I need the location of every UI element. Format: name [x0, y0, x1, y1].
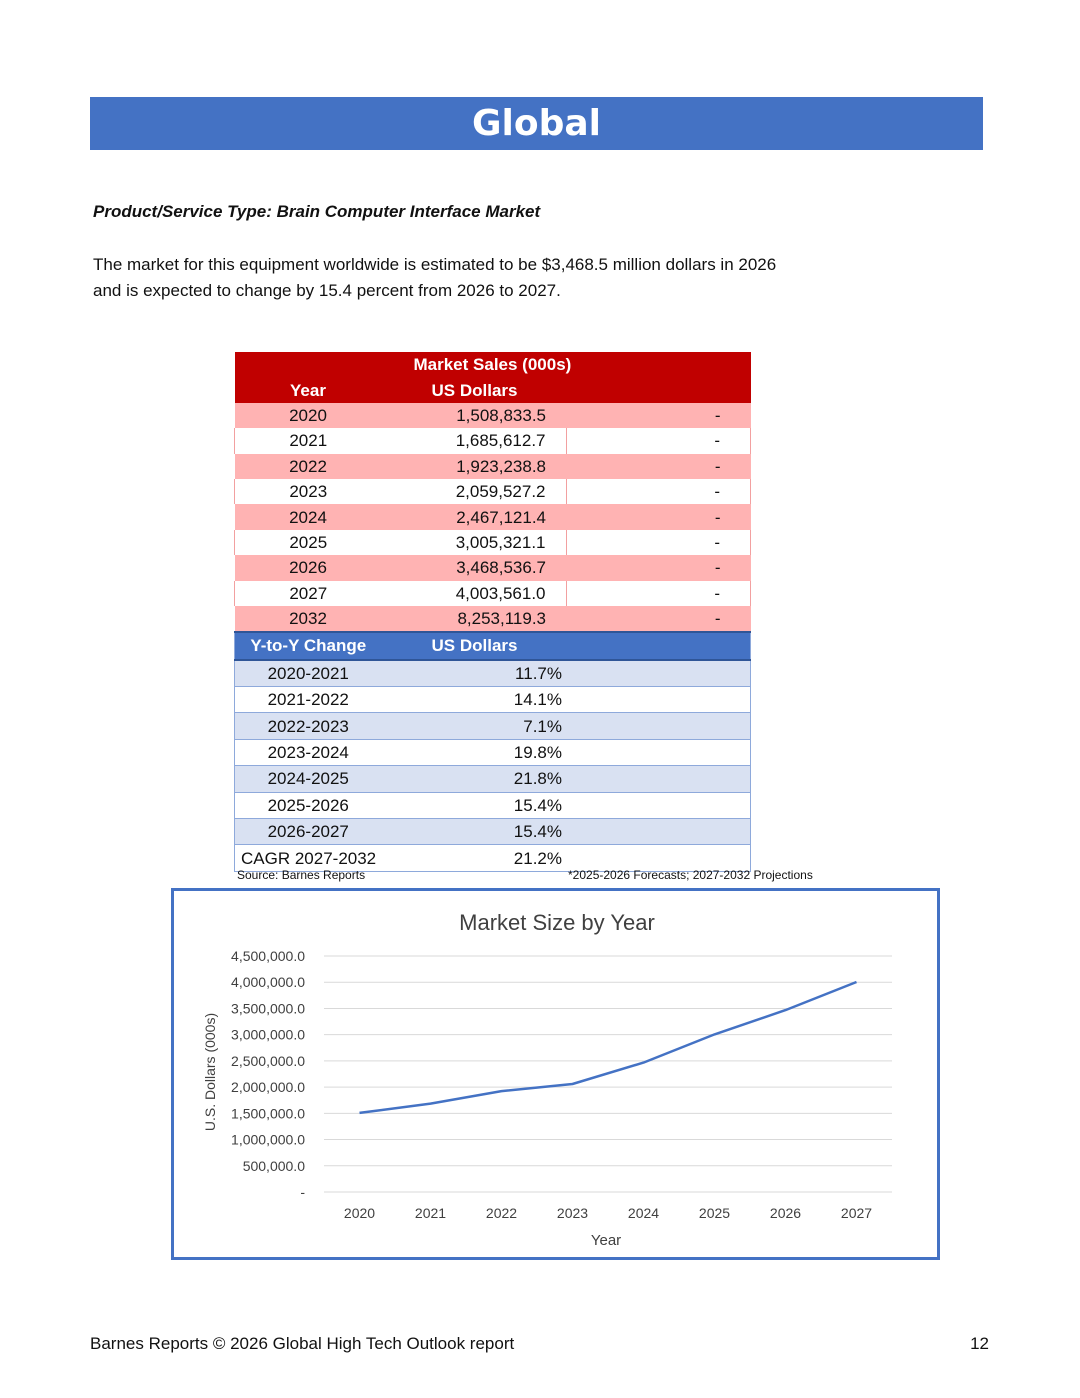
row-value: 3,005,321.1 — [382, 530, 567, 555]
table-row — [235, 403, 751, 428]
yoy-value: 11.7% — [382, 660, 751, 687]
yoy-value: 15.4% — [382, 819, 751, 845]
table-header-top — [235, 352, 751, 377]
row-mark: - — [566, 555, 751, 580]
row-mark: - — [566, 581, 751, 606]
yoy-row — [235, 687, 751, 713]
row-mark: - — [566, 403, 751, 428]
yoy-value: 7.1% — [382, 713, 751, 739]
yoy-us-dollars: US Dollars — [382, 632, 751, 659]
y-tick-label: 3,500,000.0 — [231, 1000, 305, 1017]
yoy-row — [235, 792, 751, 818]
yoy-row — [235, 766, 751, 792]
y-tick-label: 4,000,000.0 — [231, 974, 305, 991]
x-axis-label: Year — [590, 1232, 622, 1249]
row-value: 8,253,119.3 — [382, 606, 567, 632]
y-tick-label: - — [300, 1184, 305, 1200]
chart-svg — [174, 891, 937, 1257]
page-number: 12 — [970, 1334, 989, 1353]
table-row — [235, 530, 751, 555]
x-tick-label: 2020 — [343, 1205, 376, 1221]
x-tick-label: 2023 — [556, 1205, 589, 1221]
source-note: Source: Barnes Reports — [237, 868, 366, 882]
x-tick-label: 2027 — [840, 1205, 873, 1221]
row-year: 2021 — [235, 428, 382, 453]
header-market-sales: Market Sales (000s) — [382, 352, 751, 377]
yoy-label: CAGR 2027-2032 — [235, 845, 382, 871]
market-sales-table — [234, 352, 751, 872]
row-year: 2023 — [235, 479, 382, 504]
table-row — [235, 555, 751, 580]
row-mark: - — [566, 606, 751, 632]
footer-text: Barnes Reports © 2026 Global High Tech Outlook report — [90, 1334, 515, 1353]
yoy-value: 14.1% — [382, 687, 751, 713]
yoy-row — [235, 739, 751, 765]
x-tick-label: 2025 — [698, 1205, 731, 1221]
row-year: 2022 — [235, 454, 382, 479]
table-row — [235, 428, 751, 453]
market-size-chart — [171, 888, 940, 1260]
row-year: 2032 — [235, 606, 382, 632]
row-value: 2,467,121.4 — [382, 504, 567, 529]
intro-line-1: The market for this equipment worldwide is estimated to be $3,468.5 million dollars in 2026 — [93, 255, 777, 274]
yoy-header: Y-to-Y Change — [235, 632, 382, 659]
row-year: 2027 — [235, 581, 382, 606]
forecast-note: *2025-2026 Forecasts; 2027-2032 Projections — [568, 868, 813, 882]
yoy-value: 15.4% — [382, 792, 751, 818]
yoy-label: 2026-2027 — [235, 819, 382, 845]
y-tick-label: 3,000,000.0 — [231, 1026, 305, 1043]
series-line — [360, 982, 857, 1113]
yoy-label: 2021-2022 — [235, 687, 382, 713]
row-mark: - — [566, 479, 751, 504]
table-row — [235, 581, 751, 606]
table-row — [235, 606, 751, 632]
yoy-label: 2025-2026 — [235, 792, 382, 818]
row-value: 3,468,536.7 — [382, 555, 567, 580]
row-value: 1,685,612.7 — [382, 428, 567, 453]
table-header-bottom — [235, 377, 751, 402]
y-tick-label: 500,000.0 — [242, 1157, 305, 1174]
row-year: 2024 — [235, 504, 382, 529]
x-tick-label: 2022 — [485, 1205, 518, 1221]
yoy-value: 21.2% — [382, 845, 751, 871]
y-tick-label: 1,500,000.0 — [231, 1105, 305, 1122]
yoy-row — [235, 819, 751, 845]
yoy-header-row — [235, 632, 751, 659]
yoy-value: 21.8% — [382, 766, 751, 792]
y-axis-label: U.S. Dollars (000s) — [202, 1012, 218, 1132]
header-us-dollars: US Dollars — [382, 377, 751, 402]
page-banner: Global — [90, 97, 983, 150]
row-mark: - — [566, 428, 751, 453]
yoy-row — [235, 660, 751, 687]
x-tick-label: 2021 — [414, 1205, 447, 1221]
header-year: Year — [235, 377, 382, 402]
table-row — [235, 479, 751, 504]
row-value: 4,003,561.0 — [382, 581, 567, 606]
table-row — [235, 454, 751, 479]
y-tick-label: 2,500,000.0 — [231, 1052, 305, 1069]
yoy-label: 2020-2021 — [235, 660, 382, 687]
x-tick-label: 2026 — [769, 1205, 802, 1221]
intro-paragraph — [93, 252, 853, 304]
y-tick-label: 4,500,000.0 — [231, 948, 305, 964]
yoy-value: 19.8% — [382, 739, 751, 765]
intro-line-2: and is expected to change by 15.4 percent from 2026 to 2027. — [93, 281, 561, 300]
y-tick-label: 2,000,000.0 — [231, 1079, 305, 1096]
yoy-label: 2022-2023 — [235, 713, 382, 739]
row-value: 1,923,238.8 — [382, 454, 567, 479]
table-row — [235, 504, 751, 529]
row-value: 2,059,527.2 — [382, 479, 567, 504]
chart-title: Market Size by Year — [459, 910, 655, 935]
y-tick-labels — [231, 948, 305, 1200]
product-type-heading: Product/Service Type: Brain Computer Interface Market — [93, 202, 541, 221]
row-year: 2026 — [235, 555, 382, 580]
row-value: 1,508,833.5 — [382, 403, 567, 428]
yoy-label: 2023-2024 — [235, 739, 382, 765]
chart-series — [359, 982, 856, 1113]
row-year: 2020 — [235, 403, 382, 428]
row-mark: - — [566, 504, 751, 529]
x-tick-label: 2024 — [627, 1205, 660, 1221]
y-tick-label: 1,000,000.0 — [231, 1131, 305, 1148]
yoy-row — [235, 713, 751, 739]
row-mark: - — [566, 530, 751, 555]
x-tick-labels — [344, 1205, 872, 1221]
yoy-label: 2024-2025 — [235, 766, 382, 792]
row-mark: - — [566, 454, 751, 479]
row-year: 2025 — [235, 530, 382, 555]
